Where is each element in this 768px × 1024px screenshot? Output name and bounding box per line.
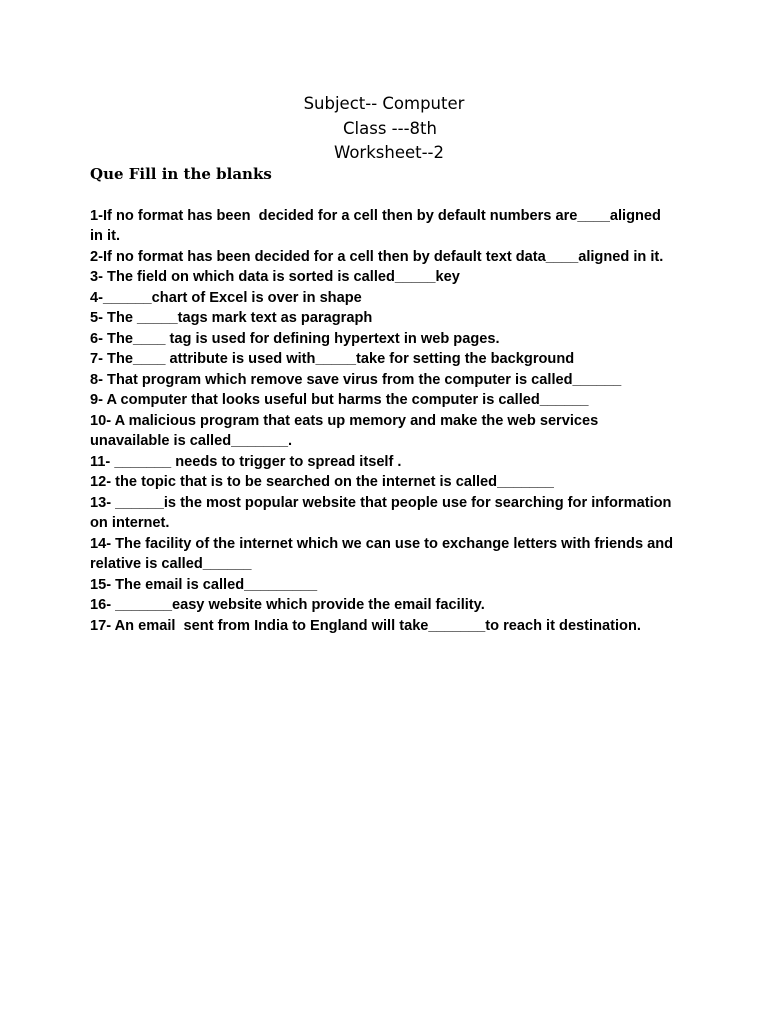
question-item: 5- The _____tags mark text as paragraph: [90, 310, 373, 326]
question-item: 9- A computer that looks useful but harms the computer is called______: [90, 392, 589, 408]
question-item: 1-If no format has been decided for a cell then by default numbers are____aligned in it.: [90, 207, 665, 244]
question-item: 2-If no format has been decided for a cell then by default text data____aligned in it.: [90, 248, 664, 265]
question-item: 15- The email is called_________: [90, 576, 318, 593]
question-item: 13- ______is the most popular website that people use for searching for information on internet.: [90, 494, 676, 531]
question-item: 12- the topic that is to be searched on the internet is called_______: [90, 474, 554, 490]
question-item: 17- An email sent from India to England will take_______to reach it destination.: [90, 617, 641, 634]
question-item: 3- The field on which data is sorted is called_____key: [90, 269, 460, 285]
question-list: [90, 206, 676, 637]
question-item: 7- The____ attribute is used with_____take for setting the background: [90, 351, 575, 367]
section-heading: Que Fill in the blanks: [90, 165, 272, 183]
question-item: 8- That program which remove save virus from the computer is called______: [90, 371, 622, 388]
question-item: 10- A malicious program that eats up memory and make the web services unavailable is called_______.: [90, 412, 603, 449]
worksheet-title: Worksheet--2: [333, 143, 444, 162]
subject-title: Subject-- Computer: [303, 94, 465, 113]
question-item: 14- The facility of the internet which we can use to exchange letters with friends and relative is called______: [90, 535, 678, 572]
worksheet-header: [0, 92, 768, 166]
question-item: 16- _______easy website which provide the email facility.: [90, 597, 485, 613]
question-item: 11- _______ needs to trigger to spread itself .: [90, 453, 402, 470]
question-item: 6- The____ tag is used for defining hypertext in web pages.: [90, 330, 500, 347]
class-title: Class ---8th: [343, 118, 437, 138]
question-item: 4-______chart of Excel is over in shape: [90, 289, 362, 306]
